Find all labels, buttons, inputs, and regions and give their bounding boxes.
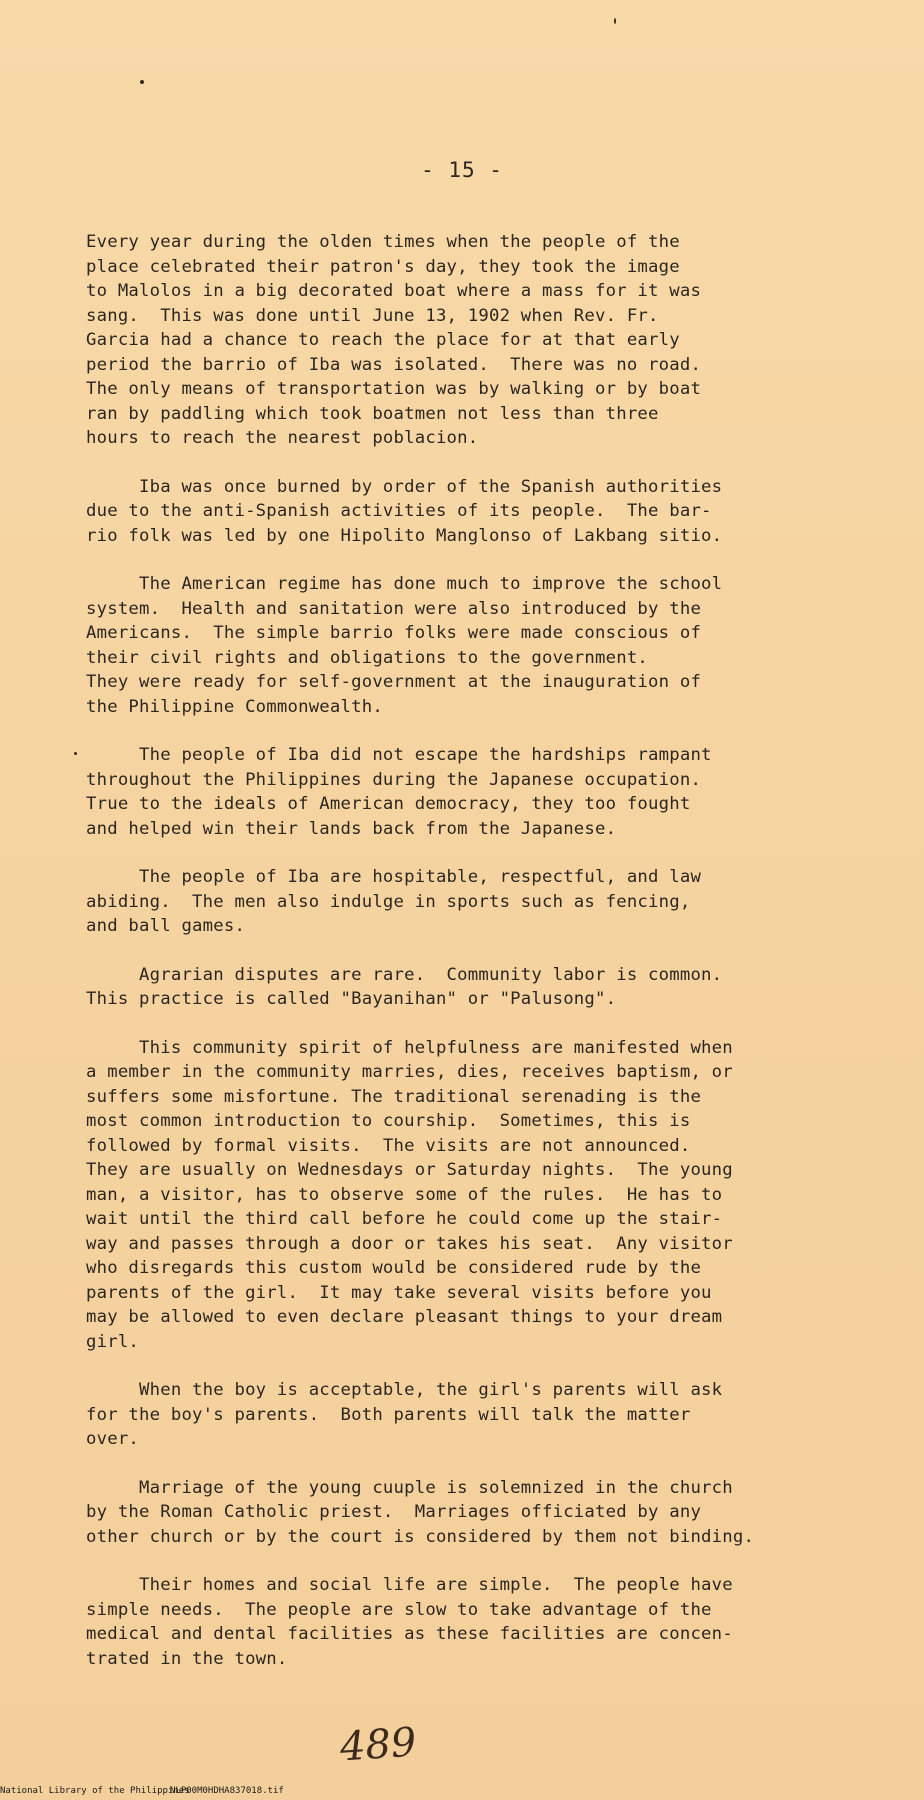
handwritten-page-number: 489: [338, 1719, 418, 1771]
paragraph: [86, 1036, 846, 1355]
text-line: wait until the third call before he could come up the stair-: [86, 1209, 723, 1229]
text-line: sang. This was done until June 13, 1902 when Rev. Fr.: [86, 305, 659, 326]
text-line: Americans. The simple barrio folks were made conscious of: [86, 623, 702, 643]
text-line: ran by paddling which took boatmen not less than three: [86, 403, 659, 424]
text-line: system. Health and sanitation were also introduced by the: [86, 598, 702, 619]
paragraph: [86, 1476, 846, 1550]
paragraph: [86, 572, 846, 719]
text-line: Garcia had a chance to reach the place for at that early: [86, 330, 680, 350]
text-line: rio folk was led by one Hipolito Manglonso of Lakbang sitio.: [86, 525, 723, 546]
text-line: way and passes through a door or takes his seat. Any visitor: [86, 1233, 733, 1254]
text-line: other church or by the court is considered by them not binding.: [86, 1526, 755, 1547]
text-line: hours to reach the nearest poblacion.: [86, 428, 479, 448]
text-line: the Philippine Commonwealth.: [86, 696, 383, 717]
footer-library: National Library of the Philippines: [0, 1786, 190, 1796]
text-line: most common introduction to courship. Sometimes, this is: [86, 1111, 691, 1131]
paragraph: [86, 475, 846, 549]
text-line: This practice is called "Bayanihan" or "Palusong".: [86, 989, 617, 1009]
text-line: When the boy is acceptable, the girl's parents will ask: [86, 1380, 723, 1400]
text-line: suffers some misfortune. The traditional serenading is the: [86, 1086, 702, 1107]
ink-speck: [74, 752, 77, 755]
paragraph: [86, 1378, 846, 1452]
text-line: trated in the town.: [86, 1648, 288, 1669]
paragraph: [86, 230, 846, 451]
text-line: Their homes and social life are simple. The people have: [86, 1575, 733, 1595]
paragraph: [86, 1573, 846, 1671]
ink-speck: [614, 18, 616, 24]
text-line: True to the ideals of American democracy, they too fought: [86, 794, 691, 814]
text-line: by the Roman Catholic priest. Marriages officiated by any: [86, 1502, 702, 1522]
text-line: Every year during the olden times when the people of the: [86, 232, 680, 252]
text-line: for the boy's parents. Both parents will talk the matter: [86, 1404, 691, 1425]
text-line: medical and dental facilities as these facilities are concen-: [86, 1624, 733, 1644]
text-line: The people of Iba are hospitable, respectful, and law: [86, 867, 702, 887]
footer-file-id: NLP00M0HDHA837018.tif: [170, 1786, 284, 1796]
text-line: The American regime has done much to improve the school: [86, 574, 723, 594]
text-line: simple needs. The people are slow to take advantage of the: [86, 1599, 712, 1620]
page-number: - 15 -: [421, 158, 503, 182]
text-line: due to the anti-Spanish activities of its people. The bar-: [86, 501, 712, 521]
text-line: may be allowed to even declare pleasant things to your dream: [86, 1307, 723, 1327]
text-line: They are usually on Wednesdays or Saturday nights. The young: [86, 1160, 733, 1180]
text-line: Iba was once burned by order of the Spanish authorities: [86, 476, 723, 497]
text-line: period the barrio of Iba was isolated. There was no road.: [86, 354, 702, 375]
paragraph: [86, 743, 846, 841]
text-line: who disregards this custom would be considered rude by the: [86, 1258, 702, 1278]
body-text: [86, 230, 846, 1695]
text-line: abiding. The men also indulge in sports such as fencing,: [86, 891, 691, 912]
text-line: This community spirit of helpfulness are manifested when: [86, 1037, 733, 1058]
text-line: man, a visitor, has to observe some of the rules. He has to: [86, 1184, 723, 1205]
text-line: Agrarian disputes are rare. Community labor is common.: [86, 964, 723, 985]
text-line: throughout the Philippines during the Japanese occupation.: [86, 769, 702, 790]
text-line: and ball games.: [86, 916, 246, 936]
text-line: girl.: [86, 1331, 140, 1352]
text-line: parents of the girl. It may take several visits before you: [86, 1282, 712, 1303]
text-line: The people of Iba did not escape the hardships rampant: [86, 745, 712, 765]
paragraph: [86, 865, 846, 939]
text-line: a member in the community marries, dies, receives baptism, or: [86, 1062, 733, 1082]
text-line: to Malolos in a big decorated boat where a mass for it was: [86, 281, 702, 301]
ink-speck: [140, 80, 144, 84]
text-line: and helped win their lands back from the Japanese.: [86, 818, 617, 839]
text-line: followed by formal visits. The visits are not announced.: [86, 1135, 691, 1156]
paragraph: [86, 963, 846, 1012]
text-line: Marriage of the young cuuple is solemnized in the church: [86, 1477, 733, 1498]
text-line: place celebrated their patron's day, they took the image: [86, 256, 680, 277]
text-line: their civil rights and obligations to the government.: [86, 647, 649, 668]
text-line: The only means of transportation was by walking or by boat: [86, 379, 702, 399]
text-line: They were ready for self-government at the inauguration of: [86, 672, 702, 692]
text-line: over.: [86, 1429, 140, 1449]
